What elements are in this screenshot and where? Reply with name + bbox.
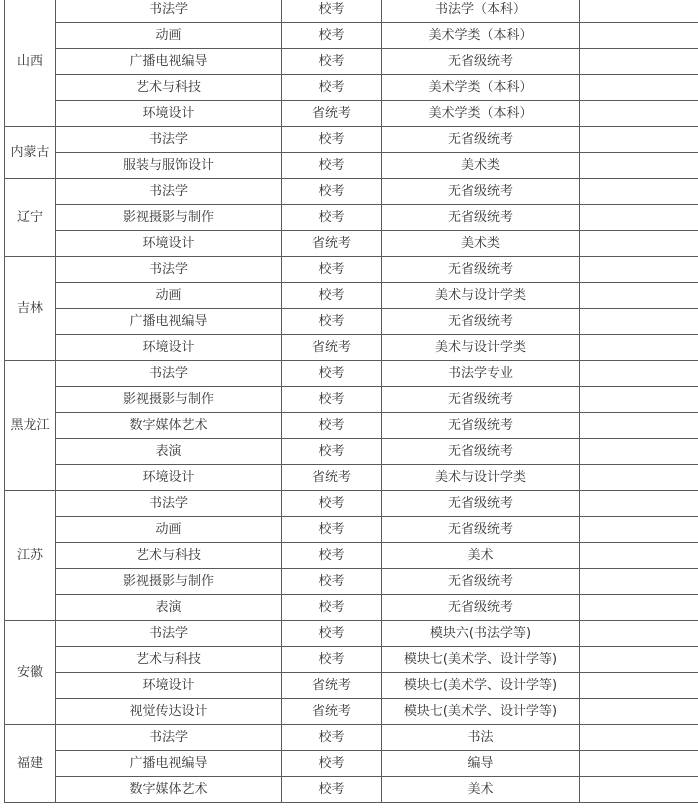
table-row xyxy=(5,257,698,283)
exam-type-cell: 校考 xyxy=(282,413,382,439)
major-cell: 环境设计 xyxy=(56,101,282,127)
major-cell: 视觉传达设计 xyxy=(56,699,282,725)
empty-cell xyxy=(580,231,698,257)
table-row xyxy=(5,595,698,621)
exam-category-cell: 无省级统考 xyxy=(382,439,580,465)
empty-cell xyxy=(580,569,698,595)
exam-type-cell: 校考 xyxy=(282,725,382,751)
major-cell: 艺术与科技 xyxy=(56,647,282,673)
exam-category-cell: 美术 xyxy=(382,543,580,569)
exam-type-cell: 校考 xyxy=(282,647,382,673)
table-row xyxy=(5,413,698,439)
exam-category-cell: 模块七(美术学、设计学等) xyxy=(382,699,580,725)
exam-type-cell: 校考 xyxy=(282,569,382,595)
exam-type-cell: 校考 xyxy=(282,491,382,517)
empty-cell xyxy=(580,0,698,23)
province-cell: 辽宁 xyxy=(5,179,56,257)
empty-cell xyxy=(580,127,698,153)
major-cell: 动画 xyxy=(56,23,282,49)
province-cell: 黑龙江 xyxy=(5,361,56,491)
empty-cell xyxy=(580,491,698,517)
exam-category-cell: 模块六(书法学等) xyxy=(382,621,580,647)
exam-category-cell: 书法学（本科） xyxy=(382,0,580,23)
major-cell: 服装与服饰设计 xyxy=(56,153,282,179)
empty-cell xyxy=(580,413,698,439)
major-cell: 广播电视编导 xyxy=(56,751,282,777)
exam-type-cell: 校考 xyxy=(282,257,382,283)
exam-category-cell: 美术 xyxy=(382,777,580,803)
exam-type-cell: 省统考 xyxy=(282,673,382,699)
exam-category-cell: 无省级统考 xyxy=(382,595,580,621)
major-cell: 影视摄影与制作 xyxy=(56,387,282,413)
empty-cell xyxy=(580,361,698,387)
exam-type-cell: 校考 xyxy=(282,751,382,777)
exam-type-cell: 校考 xyxy=(282,361,382,387)
empty-cell xyxy=(580,777,698,803)
empty-cell xyxy=(580,205,698,231)
exam-type-cell: 校考 xyxy=(282,439,382,465)
major-cell: 影视摄影与制作 xyxy=(56,569,282,595)
exam-category-cell: 美术与设计学类 xyxy=(382,465,580,491)
table-row xyxy=(5,517,698,543)
admissions-table xyxy=(4,0,698,803)
exam-type-cell: 校考 xyxy=(282,777,382,803)
empty-cell xyxy=(580,673,698,699)
exam-type-cell: 校考 xyxy=(282,621,382,647)
empty-cell xyxy=(580,465,698,491)
empty-cell xyxy=(580,257,698,283)
exam-type-cell: 校考 xyxy=(282,49,382,75)
exam-category-cell: 美术学类（本科） xyxy=(382,101,580,127)
table-row xyxy=(5,673,698,699)
major-cell: 书法学 xyxy=(56,257,282,283)
exam-type-cell: 省统考 xyxy=(282,231,382,257)
exam-type-cell: 省统考 xyxy=(282,465,382,491)
province-cell: 内蒙古 xyxy=(5,127,56,179)
admissions-table-body xyxy=(5,0,698,803)
exam-category-cell: 无省级统考 xyxy=(382,257,580,283)
major-cell: 书法学 xyxy=(56,127,282,153)
major-cell: 动画 xyxy=(56,517,282,543)
exam-category-cell: 书法学专业 xyxy=(382,361,580,387)
province-cell: 吉林 xyxy=(5,257,56,361)
exam-category-cell: 模块七(美术学、设计学等) xyxy=(382,647,580,673)
province-cell: 山西 xyxy=(5,0,56,127)
exam-category-cell: 无省级统考 xyxy=(382,127,580,153)
empty-cell xyxy=(580,647,698,673)
exam-category-cell: 无省级统考 xyxy=(382,413,580,439)
major-cell: 表演 xyxy=(56,595,282,621)
table-row xyxy=(5,205,698,231)
major-cell: 环境设计 xyxy=(56,231,282,257)
table-row xyxy=(5,439,698,465)
empty-cell xyxy=(580,387,698,413)
empty-cell xyxy=(580,621,698,647)
table-row xyxy=(5,777,698,803)
major-cell: 数字媒体艺术 xyxy=(56,777,282,803)
empty-cell xyxy=(580,309,698,335)
table-row xyxy=(5,75,698,101)
empty-cell xyxy=(580,101,698,127)
empty-cell xyxy=(580,75,698,101)
exam-type-cell: 校考 xyxy=(282,283,382,309)
major-cell: 书法学 xyxy=(56,725,282,751)
exam-category-cell: 编导 xyxy=(382,751,580,777)
major-cell: 影视摄影与制作 xyxy=(56,205,282,231)
empty-cell xyxy=(580,517,698,543)
exam-category-cell: 无省级统考 xyxy=(382,205,580,231)
exam-category-cell: 美术类 xyxy=(382,231,580,257)
exam-category-cell: 模块七(美术学、设计学等) xyxy=(382,673,580,699)
exam-type-cell: 省统考 xyxy=(282,335,382,361)
major-cell: 环境设计 xyxy=(56,335,282,361)
empty-cell xyxy=(580,543,698,569)
exam-type-cell: 校考 xyxy=(282,75,382,101)
exam-type-cell: 校考 xyxy=(282,127,382,153)
exam-type-cell: 校考 xyxy=(282,179,382,205)
exam-type-cell: 校考 xyxy=(282,205,382,231)
table-row xyxy=(5,179,698,205)
table-row xyxy=(5,465,698,491)
major-cell: 广播电视编导 xyxy=(56,49,282,75)
table-row xyxy=(5,387,698,413)
empty-cell xyxy=(580,751,698,777)
exam-category-cell: 美术类 xyxy=(382,153,580,179)
exam-type-cell: 省统考 xyxy=(282,699,382,725)
province-cell: 安徽 xyxy=(5,621,56,725)
table-row xyxy=(5,725,698,751)
exam-type-cell: 校考 xyxy=(282,23,382,49)
table-row xyxy=(5,283,698,309)
empty-cell xyxy=(580,23,698,49)
exam-type-cell: 校考 xyxy=(282,517,382,543)
table-row xyxy=(5,0,698,23)
exam-category-cell: 无省级统考 xyxy=(382,179,580,205)
table-row xyxy=(5,127,698,153)
exam-type-cell: 省统考 xyxy=(282,101,382,127)
major-cell: 书法学 xyxy=(56,491,282,517)
exam-category-cell: 无省级统考 xyxy=(382,517,580,543)
major-cell: 艺术与科技 xyxy=(56,543,282,569)
table-row xyxy=(5,543,698,569)
exam-type-cell: 校考 xyxy=(282,387,382,413)
table-row xyxy=(5,361,698,387)
table-row xyxy=(5,101,698,127)
major-cell: 动画 xyxy=(56,283,282,309)
exam-category-cell: 书法 xyxy=(382,725,580,751)
table-row xyxy=(5,647,698,673)
exam-type-cell: 校考 xyxy=(282,153,382,179)
exam-category-cell: 无省级统考 xyxy=(382,569,580,595)
table-row xyxy=(5,49,698,75)
empty-cell xyxy=(580,699,698,725)
table-row xyxy=(5,335,698,361)
table-row xyxy=(5,309,698,335)
exam-type-cell: 校考 xyxy=(282,309,382,335)
exam-category-cell: 美术学类（本科） xyxy=(382,23,580,49)
major-cell: 书法学 xyxy=(56,179,282,205)
table-row xyxy=(5,231,698,257)
table-row xyxy=(5,153,698,179)
major-cell: 书法学 xyxy=(56,621,282,647)
major-cell: 环境设计 xyxy=(56,673,282,699)
table-row xyxy=(5,569,698,595)
exam-category-cell: 无省级统考 xyxy=(382,491,580,517)
empty-cell xyxy=(580,283,698,309)
empty-cell xyxy=(580,335,698,361)
exam-category-cell: 无省级统考 xyxy=(382,49,580,75)
major-cell: 书法学 xyxy=(56,361,282,387)
major-cell: 环境设计 xyxy=(56,465,282,491)
exam-category-cell: 无省级统考 xyxy=(382,309,580,335)
major-cell: 数字媒体艺术 xyxy=(56,413,282,439)
table-row xyxy=(5,491,698,517)
empty-cell xyxy=(580,49,698,75)
major-cell: 表演 xyxy=(56,439,282,465)
exam-category-cell: 美术与设计学类 xyxy=(382,283,580,309)
empty-cell xyxy=(580,439,698,465)
exam-category-cell: 美术学类（本科） xyxy=(382,75,580,101)
major-cell: 书法学 xyxy=(56,0,282,23)
province-cell: 江苏 xyxy=(5,491,56,621)
exam-category-cell: 美术与设计学类 xyxy=(382,335,580,361)
empty-cell xyxy=(580,725,698,751)
major-cell: 艺术与科技 xyxy=(56,75,282,101)
empty-cell xyxy=(580,153,698,179)
exam-type-cell: 校考 xyxy=(282,0,382,23)
exam-type-cell: 校考 xyxy=(282,543,382,569)
exam-type-cell: 校考 xyxy=(282,595,382,621)
table-row xyxy=(5,699,698,725)
empty-cell xyxy=(580,595,698,621)
province-cell: 福建 xyxy=(5,725,56,803)
table-row xyxy=(5,23,698,49)
major-cell: 广播电视编导 xyxy=(56,309,282,335)
table-row xyxy=(5,751,698,777)
table-row xyxy=(5,621,698,647)
exam-category-cell: 无省级统考 xyxy=(382,387,580,413)
empty-cell xyxy=(580,179,698,205)
